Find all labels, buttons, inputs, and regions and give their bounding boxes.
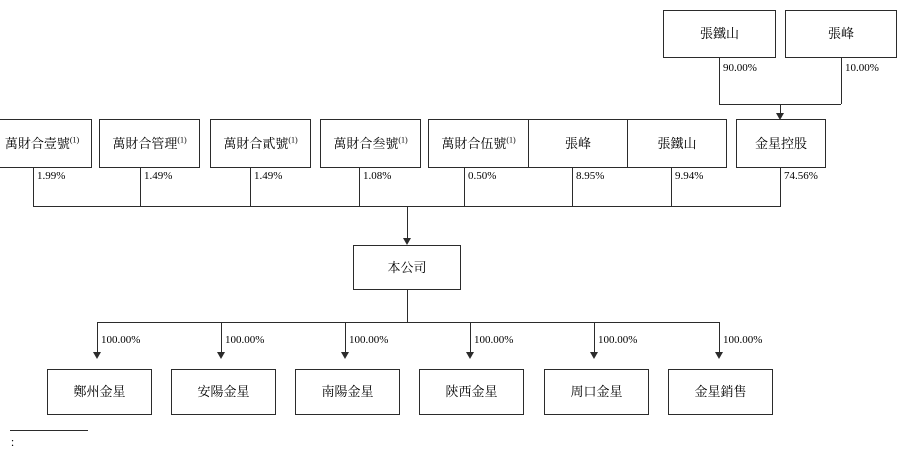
pct-zhang-feng-top: 10.00% [845,62,879,74]
node-label: 周口金星 [570,384,623,400]
connector-line [221,322,222,356]
node-label-sup: (1) [69,135,80,145]
arrow-head [590,352,598,359]
node-zhang-feng [528,119,628,168]
node-label-sup: (1) [288,135,298,145]
connector-line [780,168,781,206]
connector-line [470,322,471,356]
pct-wancaihe-yihao: 1.99% [37,170,66,182]
node-label: 張鐵山 [657,135,697,151]
node-zhang-feng-top [785,10,897,58]
node-label: 金星控股 [754,135,807,151]
arrow-head [466,352,474,359]
connector-line [250,168,251,206]
node-label: 萬財合伍號 [441,135,507,151]
connector-line [841,58,842,104]
connector-line [572,168,573,206]
pct-zhang-feng: 8.95% [576,170,605,182]
connector-line [407,206,408,242]
connector-line [719,322,720,356]
pct-wancaihe-wuhao: 0.50% [468,170,497,182]
node-label-sup: (1) [177,135,187,145]
pct-nanyang-jinxing: 100.00% [349,334,389,346]
node-zhang-tieshan [627,119,727,168]
arrow-head [715,352,723,359]
connector-line [719,58,720,104]
pct-zhang-tieshan-top: 90.00% [723,62,757,74]
arrow-head [217,352,225,359]
node-label: 南陽金星 [321,384,374,400]
node-label: 張峰 [827,26,854,42]
node-label: 萬財合管理 [112,135,178,151]
pct-zhang-tieshan: 9.94% [675,170,704,182]
node-label: 陝西金星 [445,384,498,400]
node-label: 安陽金星 [197,384,250,400]
pct-wancaihe-sanhao: 1.08% [363,170,392,182]
pct-jinxing-xiaoshou: 100.00% [723,334,763,346]
node-wancaihe-erhao [210,119,311,168]
node-label: 金星銷售 [694,384,747,400]
connector-line [97,322,98,356]
arrow-head [341,352,349,359]
node-zhoukou-jinxing [544,369,649,415]
node-wancaihe-guanli [99,119,200,168]
connector-line [464,168,465,206]
pct-wancaihe-guanli: 1.49% [144,170,173,182]
connector-line [407,290,408,322]
footnote-divider [10,430,88,431]
node-zhengzhou-jinxing [47,369,152,415]
node-wancaihe-wuhao [428,119,529,168]
pct-zhoukou-jinxing: 100.00% [598,334,638,346]
node-jinxing-xiaoshou [668,369,773,415]
node-zhang-tieshan-top [663,10,776,58]
pct-wancaihe-erhao: 1.49% [254,170,283,182]
connector-line [140,168,141,206]
pct-shaanxi-jinxing: 100.00% [474,334,514,346]
node-label-sup: (1) [506,135,516,145]
connector-line [359,168,360,206]
node-label: 萬財合貳號 [223,135,289,151]
arrow-head [403,238,411,245]
node-anyang-jinxing [171,369,276,415]
node-label: 鄭州金星 [73,384,126,400]
connector-line [97,322,719,323]
node-wancaihe-yihao [0,119,92,168]
connector-line [345,322,346,356]
connector-line [671,168,672,206]
pct-zhengzhou-jinxing: 100.00% [101,334,141,346]
node-nanyang-jinxing [295,369,400,415]
node-label-sup: (1) [398,135,408,145]
node-wancaihe-sanhao [320,119,421,168]
connector-line [33,168,34,206]
node-label: 張鐵山 [699,26,739,42]
node-label: 萬財合壹號 [4,135,70,151]
footnote-text: ： [10,437,21,449]
node-label: 萬財合叁號 [333,135,399,151]
pct-jinxing-konggu: 74.56% [784,170,818,182]
node-jinxing-konggu [736,119,826,168]
pct-anyang-jinxing: 100.00% [225,334,265,346]
node-shaanxi-jinxing [419,369,524,415]
arrow-head [93,352,101,359]
node-label: 張峰 [564,135,591,151]
node-our-company [353,245,461,290]
node-label: 本公司 [387,259,427,275]
connector-line [594,322,595,356]
